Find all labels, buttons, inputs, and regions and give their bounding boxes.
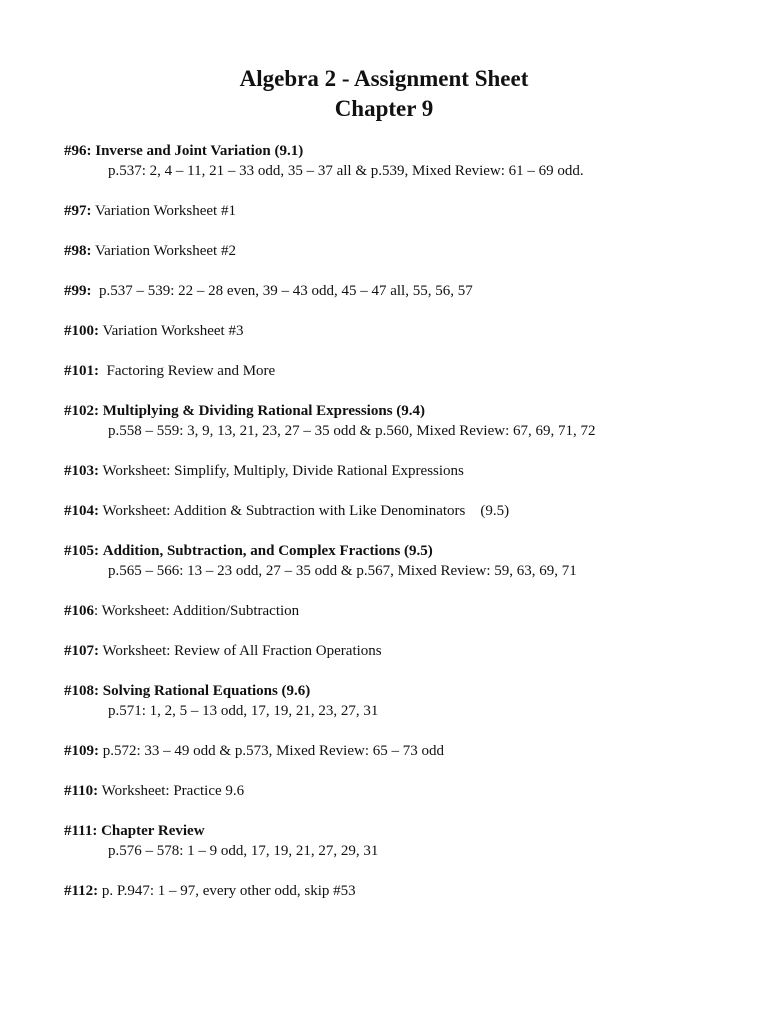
assignment-text: Variation Worksheet #2 <box>91 243 236 259</box>
title-block <box>0 64 768 124</box>
assignment-detail: p.537: 2, 4 – 11, 21 – 33 odd, 35 – 37 all & p.539, Mixed Review: 61 – 69 odd. <box>108 163 584 179</box>
assignment-item <box>64 641 754 661</box>
assignment-number: #100: <box>64 323 99 339</box>
assignment-item <box>64 281 754 301</box>
assignment-title: Chapter Review <box>101 823 205 839</box>
assignment-item <box>64 781 754 801</box>
assignment-title: Inverse and Joint Variation (9.1) <box>95 143 304 159</box>
assignment-heading <box>64 541 754 561</box>
assignment-item <box>64 501 754 521</box>
assignment-detail: p.576 – 578: 1 – 9 odd, 17, 19, 21, 27, 29, 31 <box>108 843 379 859</box>
assignment-title: Multiplying & Dividing Rational Expressions (9.4) <box>102 403 426 419</box>
assignment-number: #97: <box>64 203 92 219</box>
assignment-item <box>64 241 754 261</box>
assignment-text: Factoring Review and More <box>99 363 276 379</box>
assignment-item <box>64 201 754 221</box>
assignment-item <box>64 541 754 581</box>
assignment-detail: p.558 – 559: 3, 9, 13, 21, 23, 27 – 35 odd & p.560, Mixed Review: 67, 69, 71, 72 <box>108 423 596 439</box>
assignment-heading <box>64 201 754 221</box>
assignment-heading <box>64 361 754 381</box>
assignment-number: #96: <box>64 143 92 159</box>
assignment-number: #105: <box>64 543 99 559</box>
assignment-text: p. P.947: 1 – 97, every other odd, skip #53 <box>98 883 356 899</box>
assignment-number: #110: <box>64 783 99 799</box>
assignment-heading <box>64 401 754 421</box>
assignment-heading <box>64 241 754 261</box>
assignment-number: #101: <box>64 363 99 379</box>
assignment-heading <box>64 681 754 701</box>
assignment-text: Worksheet: Addition & Subtraction with Like Denominators (9.5) <box>99 503 510 519</box>
assignment-heading <box>64 641 754 661</box>
chapter-title: Chapter 9 <box>334 96 434 121</box>
assignment-text: p.572: 33 – 49 odd & p.573, Mixed Review: 65 – 73 odd <box>99 743 444 759</box>
assignment-detail: p.571: 1, 2, 5 – 13 odd, 17, 19, 21, 23, 27, 31 <box>108 703 379 719</box>
assignment-item <box>64 601 754 621</box>
assignment-detail: p.565 – 566: 13 – 23 odd, 27 – 35 odd & p.567, Mixed Review: 59, 63, 69, 71 <box>108 563 577 579</box>
assignment-number: #107: <box>64 643 99 659</box>
assignment-number: #98: <box>64 243 92 259</box>
assignment-number: #109: <box>64 743 99 759</box>
assignment-number: #112: <box>64 883 99 899</box>
assignment-heading <box>64 741 754 761</box>
assignment-text: : Worksheet: Addition/Subtraction <box>94 603 300 619</box>
assignment-item <box>64 741 754 761</box>
assignment-heading <box>64 321 754 341</box>
assignment-item <box>64 821 754 861</box>
assignment-heading <box>64 881 754 901</box>
assignment-item <box>64 321 754 341</box>
assignment-number: #103: <box>64 463 99 479</box>
assignment-text: Worksheet: Review of All Fraction Operations <box>99 643 382 659</box>
assignment-item <box>64 461 754 481</box>
assignment-number: #104: <box>64 503 99 519</box>
assignment-item <box>64 681 754 721</box>
assignment-title: Addition, Subtraction, and Complex Fractions (9.5) <box>102 543 433 559</box>
assignment-item <box>64 361 754 381</box>
assignment-title: Solving Rational Equations (9.6) <box>102 683 311 699</box>
assignment-number: #108: <box>64 683 99 699</box>
assignment-text: Variation Worksheet #3 <box>99 323 244 339</box>
assignment-text: p.537 – 539: 22 – 28 even, 39 – 43 odd, 45 – 47 all, 55, 56, 57 <box>91 283 473 299</box>
assignment-item <box>64 401 754 441</box>
assignment-heading <box>64 281 754 301</box>
assignment-heading <box>64 501 754 521</box>
assignment-heading <box>64 461 754 481</box>
page-title: Algebra 2 - Assignment Sheet <box>239 66 529 91</box>
assignment-item <box>64 881 754 901</box>
assignment-number: #102: <box>64 403 99 419</box>
assignment-text: Variation Worksheet #1 <box>91 203 236 219</box>
assignment-heading <box>64 821 754 841</box>
assignment-heading <box>64 141 754 161</box>
assignment-text: Worksheet: Practice 9.6 <box>98 783 245 799</box>
assignment-number: #99: <box>64 283 92 299</box>
assignment-heading <box>64 601 754 621</box>
assignment-number: #111: <box>64 823 98 839</box>
assignment-item <box>64 141 754 181</box>
assignment-heading <box>64 781 754 801</box>
assignment-text: Worksheet: Simplify, Multiply, Divide Rational Expressions <box>99 463 464 479</box>
assignment-number: #106 <box>64 603 94 619</box>
